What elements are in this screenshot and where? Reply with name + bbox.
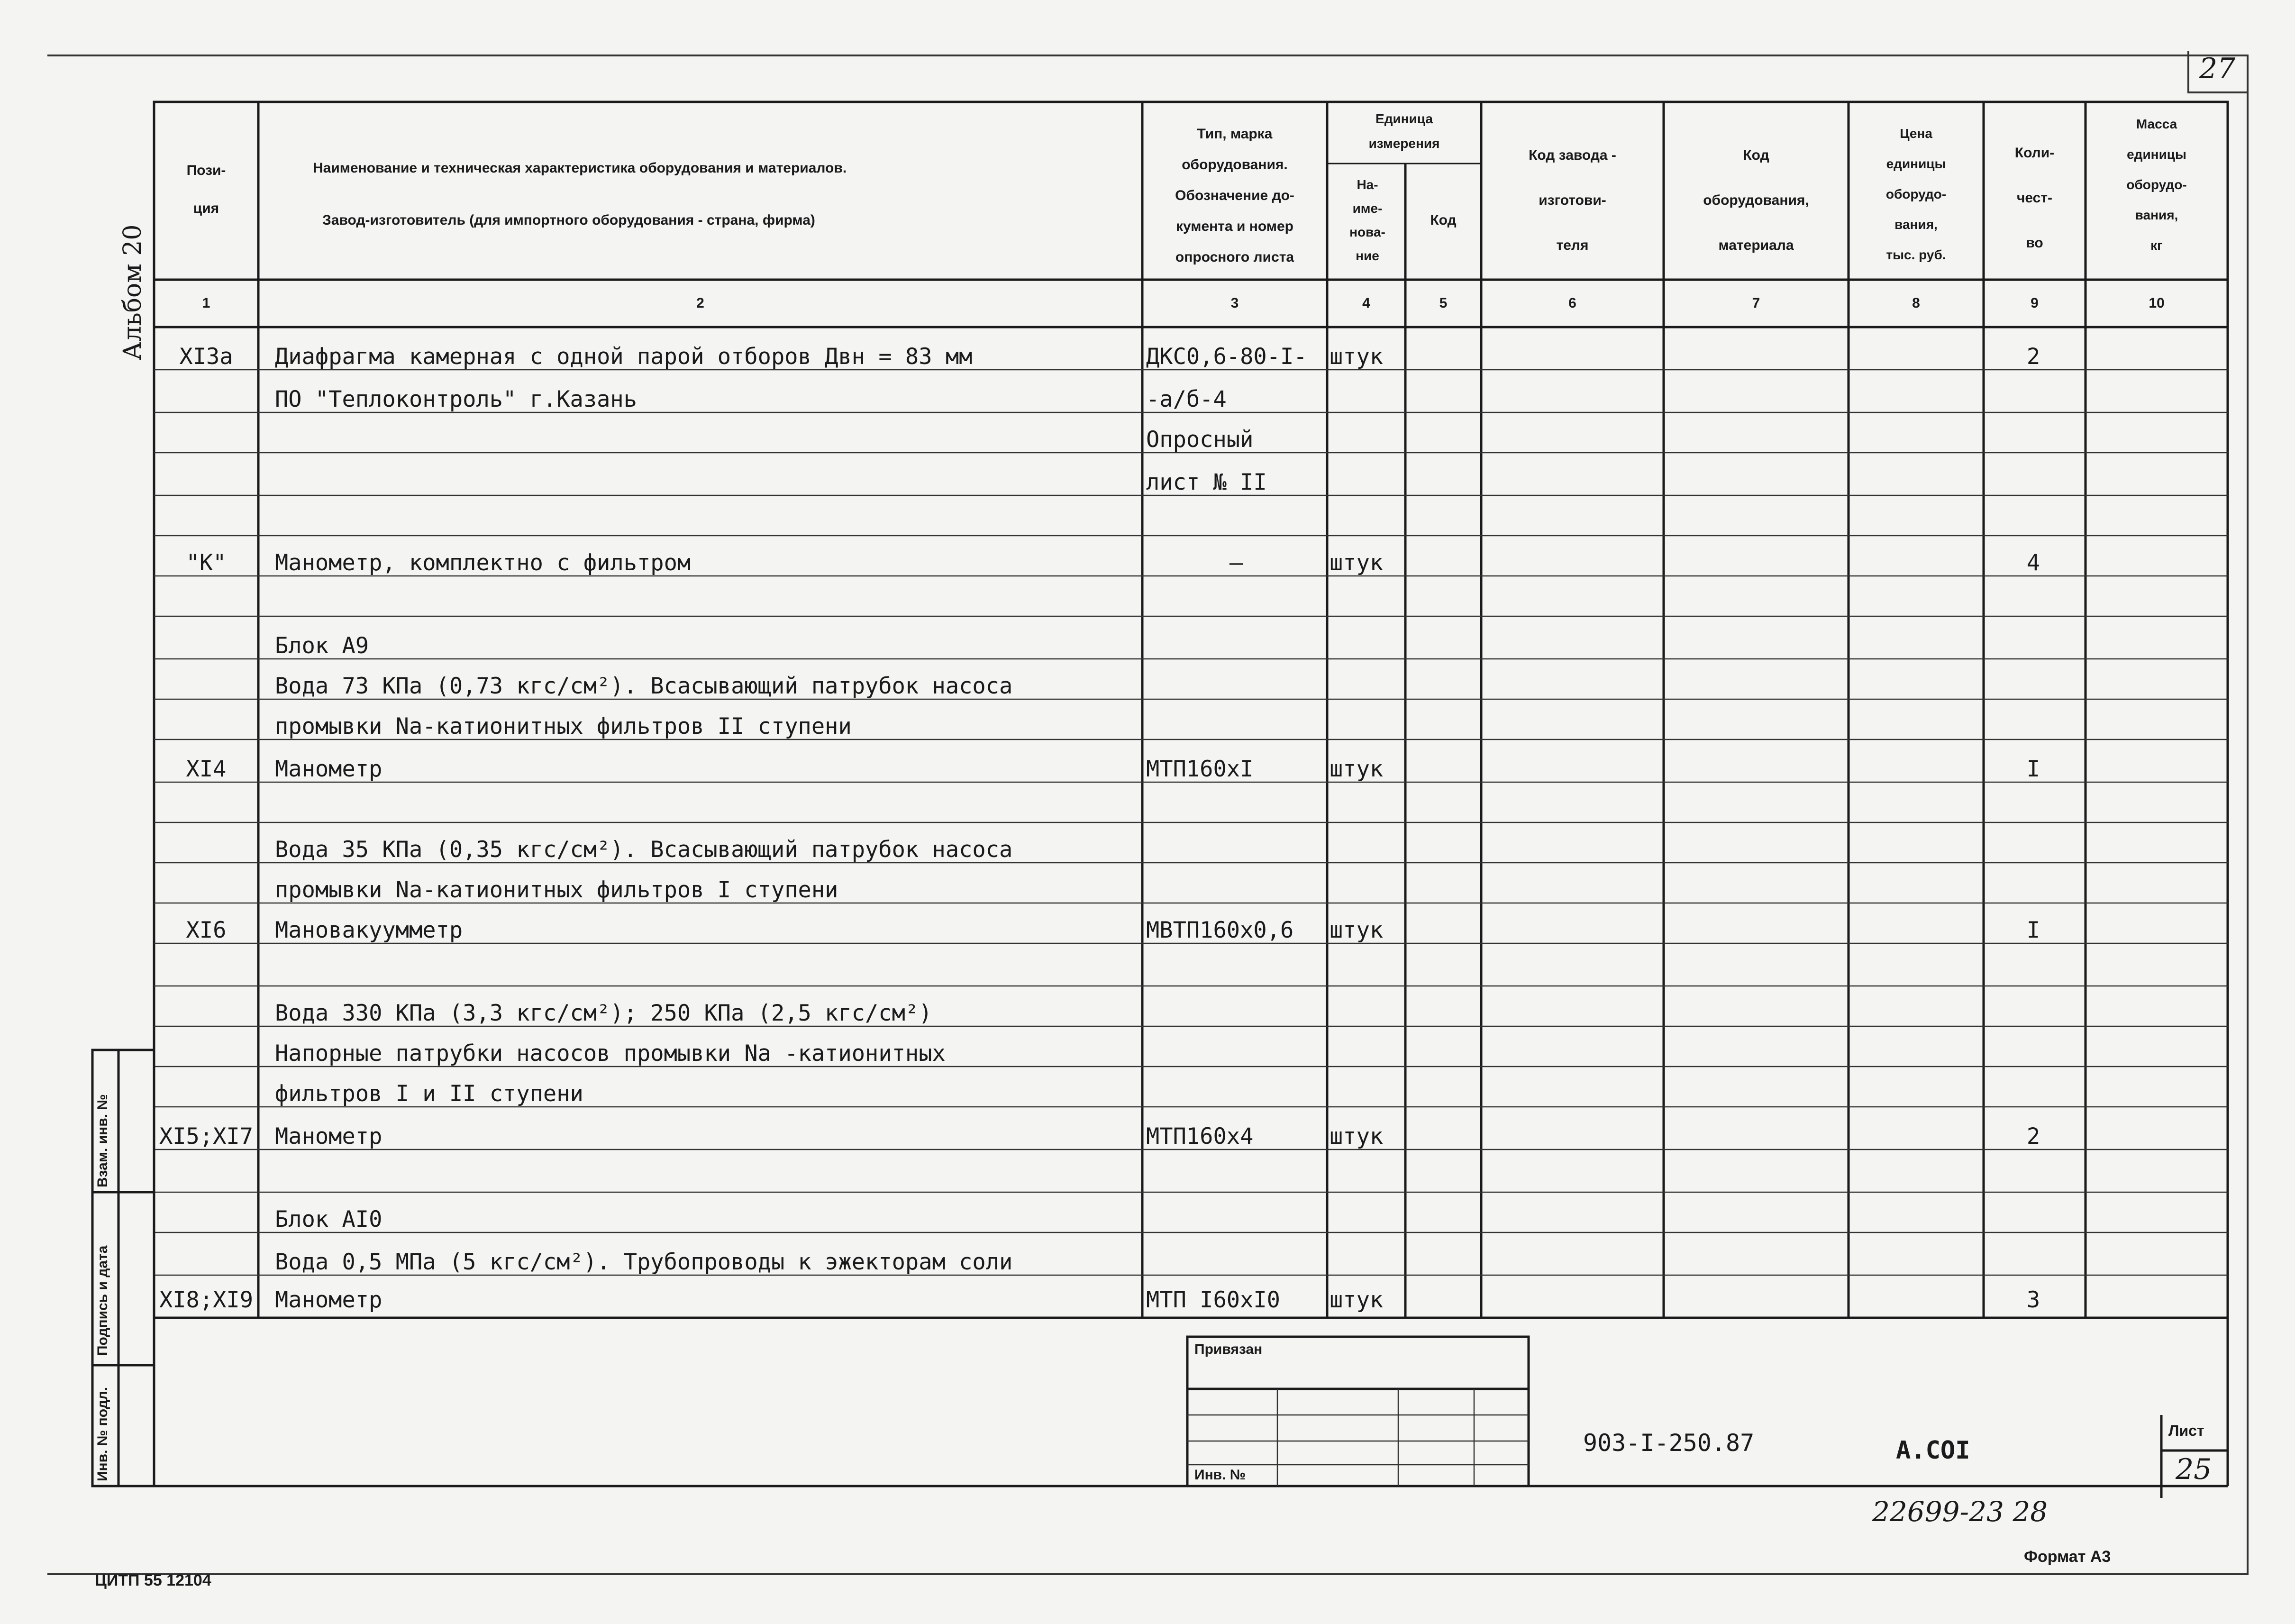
- col-number-4: 4: [1362, 295, 1370, 311]
- row-name: Мановакуумметр: [275, 917, 463, 943]
- handwritten-number: 22699-23 28: [1872, 1496, 2048, 1528]
- row-position: XI4: [186, 756, 227, 782]
- col-number-10: 10: [2149, 295, 2165, 311]
- header-equipment-code: Код оборудования, материала: [1703, 147, 1809, 253]
- row-unit: штук: [1330, 344, 1384, 370]
- header-price: Цена единицы оборудо- вания, тыс. руб.: [1885, 126, 1947, 262]
- row-name: Манометр: [275, 756, 382, 782]
- row-position: "К": [186, 550, 227, 576]
- header-unit-code: Код: [1430, 212, 1457, 228]
- col-number-7: 7: [1752, 295, 1760, 311]
- row-unit: штук: [1330, 917, 1384, 943]
- row-type: МТП160х4: [1146, 1123, 1254, 1150]
- side-stamp-inv: Инв. № подл.: [95, 1387, 110, 1481]
- title-privyazan: Привязан: [1194, 1341, 1263, 1357]
- row-name: Блок АI0: [275, 1206, 382, 1232]
- row-position: XI6: [186, 917, 227, 943]
- document-designation: 903-I-250.87: [1583, 1429, 1755, 1457]
- row-name: промывки Na-катионитных фильтров I ступени: [275, 877, 838, 903]
- col-number-3: 3: [1230, 295, 1239, 311]
- header-unit-name: На- име- нова- ние: [1349, 177, 1385, 263]
- row-type: -а/б-4: [1146, 386, 1227, 412]
- row-unit: штук: [1330, 550, 1384, 576]
- row-type: МТП I60хI0: [1146, 1287, 1280, 1313]
- row-position: XI5;XI7: [159, 1123, 254, 1150]
- row-name: Блок А9: [275, 633, 369, 659]
- col-number-8: 8: [1912, 295, 1920, 311]
- row-unit: штук: [1330, 1287, 1384, 1313]
- side-stamp-podpis: Подпись и дата: [95, 1245, 110, 1356]
- format-label: Формат А3: [2024, 1548, 2111, 1566]
- row-quantity: I: [2026, 917, 2040, 943]
- row-name: Вода 0,5 МПа (5 кгс/см²). Трубопроводы к эжекторам соли: [275, 1249, 1013, 1275]
- row-quantity: 3: [2026, 1287, 2040, 1313]
- row-quantity: 2: [2026, 344, 2040, 370]
- header-unit-group: Единица измерения: [1368, 111, 1440, 151]
- row-name: ПО "Теплоконтроль" г.Казань: [275, 386, 638, 412]
- row-name: фильтров I и II ступени: [275, 1081, 583, 1107]
- row-name: Манометр: [275, 1287, 382, 1313]
- header-position: Пози- ция: [186, 163, 226, 216]
- row-position: XI3a: [179, 344, 233, 370]
- row-type: –: [1229, 550, 1243, 576]
- row-position: XI8;XI9: [159, 1287, 254, 1313]
- row-type: лист № II: [1146, 469, 1267, 495]
- row-quantity: I: [2026, 756, 2040, 782]
- document-code: А.СОI: [1896, 1436, 1970, 1465]
- row-name: Вода 330 КПа (3,3 кгс/см²); 250 КПа (2,5 кгс/см²): [275, 1000, 932, 1026]
- row-name: промывки Na-катионитных фильтров II ступени: [275, 713, 852, 739]
- row-type: МТП160хI: [1146, 756, 1254, 782]
- row-type: МВТП160х0,6: [1146, 917, 1294, 943]
- row-type: ДКС0,6-80-I-: [1146, 344, 1307, 370]
- col-number-6: 6: [1568, 295, 1576, 311]
- row-quantity: 4: [2026, 550, 2040, 576]
- cipher-label: ЦИТП 55 12104: [95, 1571, 211, 1589]
- sheet-label: Лист: [2168, 1422, 2204, 1439]
- title-inv-no: Инв. №: [1194, 1467, 1246, 1483]
- header-factory-code: Код завода - изготови- теля: [1529, 147, 1616, 253]
- header-quantity: Коли- чест- во: [2014, 145, 2055, 251]
- row-name: Вода 35 КПа (0,35 кгс/см²). Всасывающий патрубок насоса: [275, 837, 1013, 863]
- row-name: Манометр, комплектно с фильтром: [275, 550, 691, 576]
- row-name: Диафрагма камерная с одной парой отборов Двн = 83 мм: [275, 344, 973, 370]
- row-type: Опросный: [1146, 427, 1254, 453]
- row-name: Манометр: [275, 1123, 382, 1150]
- header-type: Тип, марка оборудования. Обозначение до- кумента и номер опросного листа: [1175, 126, 1294, 265]
- col-number-9: 9: [2031, 295, 2039, 311]
- corner-sheet-number: 27: [2199, 52, 2236, 85]
- row-name: Вода 73 КПа (0,73 кгс/см²). Всасывающий патрубок насоса: [275, 673, 1013, 699]
- side-stamp-vzam: Взам. инв. №: [95, 1094, 110, 1187]
- col-number-1: 1: [202, 295, 210, 311]
- header-mass: Масса единицы оборудо- вания, кг: [2126, 117, 2187, 253]
- row-unit: штук: [1330, 1123, 1384, 1150]
- col-number-2: 2: [696, 295, 704, 311]
- row-quantity: 2: [2026, 1123, 2040, 1150]
- sheet-number: 25: [2176, 1453, 2212, 1486]
- header-name: Наименование и техническая характеристика оборудования и материалов. Завод-изготовитель (для импортного оборудования - страна, фирма): [313, 160, 847, 228]
- row-unit: штук: [1330, 756, 1384, 782]
- album-label: Альбом 20: [118, 224, 147, 360]
- row-name: Напорные патрубки насосов промывки Na -катионитных: [275, 1040, 946, 1067]
- col-number-5: 5: [1439, 295, 1448, 311]
